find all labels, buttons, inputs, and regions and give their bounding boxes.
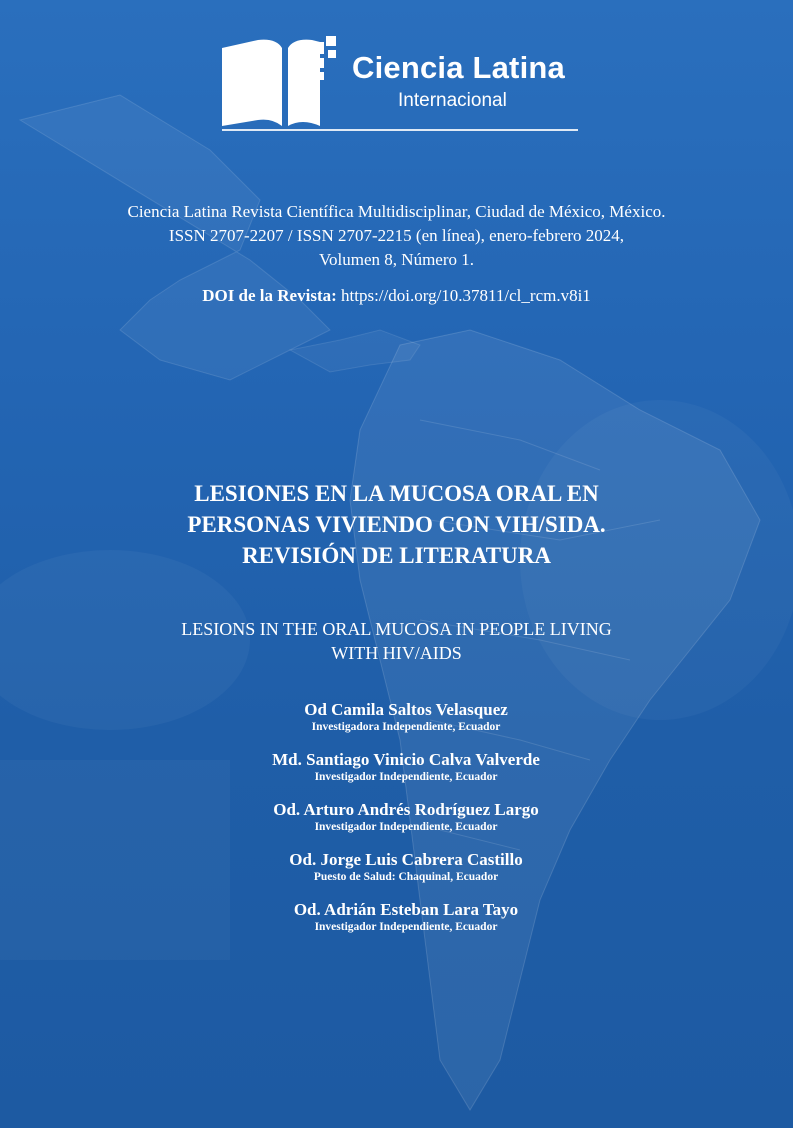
doi-label: DOI de la Revista:: [202, 286, 337, 305]
article-subtitle: [100, 617, 693, 665]
author-affiliation: Investigadora Independiente, Ecuador: [311, 721, 501, 733]
title-line-2: PERSONAS VIVIENDO CON VIH/SIDA.: [187, 512, 606, 537]
author-entry: [220, 800, 592, 834]
journal-line-2: ISSN 2707-2207 / ISSN 2707-2215 (en línea), enero-febrero 2024,: [168, 226, 625, 245]
journal-info: [60, 200, 733, 272]
logo-subtitle: Internacional: [398, 90, 507, 111]
logo-title: Ciencia Latina: [352, 50, 565, 85]
title-line-3: REVISIÓN DE LITERATURA: [242, 543, 551, 568]
author-entry: [220, 900, 592, 934]
journal-line-3: Volumen 8, Número 1.: [318, 250, 475, 269]
author-entry: [220, 750, 592, 784]
journal-doi: [60, 286, 733, 306]
author-name: Od. Adrián Esteban Lara Tayo: [293, 900, 519, 919]
author-name: Od Camila Saltos Velasquez: [304, 700, 508, 719]
logo-divider: [222, 129, 578, 131]
title-line-1: LESIONES EN LA MUCOSA ORAL EN: [194, 481, 599, 506]
subtitle-line-2: WITH HIV/AIDS: [331, 643, 462, 663]
author-entry: [220, 850, 592, 884]
author-affiliation: Investigador Independiente, Ecuador: [314, 921, 498, 933]
author-name: Md. Santiago Vinicio Calva Valverde: [272, 750, 540, 769]
author-list: [220, 700, 592, 950]
subtitle-line-1: LESIONS IN THE ORAL MUCOSA IN PEOPLE LIVING: [181, 619, 612, 639]
article-title: [80, 478, 713, 571]
journal-line-1: Ciencia Latina Revista Científica Multidisciplinar, Ciudad de México, México.: [127, 202, 666, 221]
author-affiliation: Puesto de Salud: Chaquinal, Ecuador: [313, 871, 499, 883]
author-entry: [220, 700, 592, 734]
author-name: Od. Arturo Andrés Rodríguez Largo: [273, 800, 539, 819]
author-affiliation: Investigador Independiente, Ecuador: [314, 771, 498, 783]
author-affiliation: Investigador Independiente, Ecuador: [314, 821, 498, 833]
author-name: Od. Jorge Luis Cabrera Castillo: [289, 850, 523, 869]
doi-link[interactable]: https://doi.org/10.37811/cl_rcm.v8i1: [341, 286, 591, 305]
